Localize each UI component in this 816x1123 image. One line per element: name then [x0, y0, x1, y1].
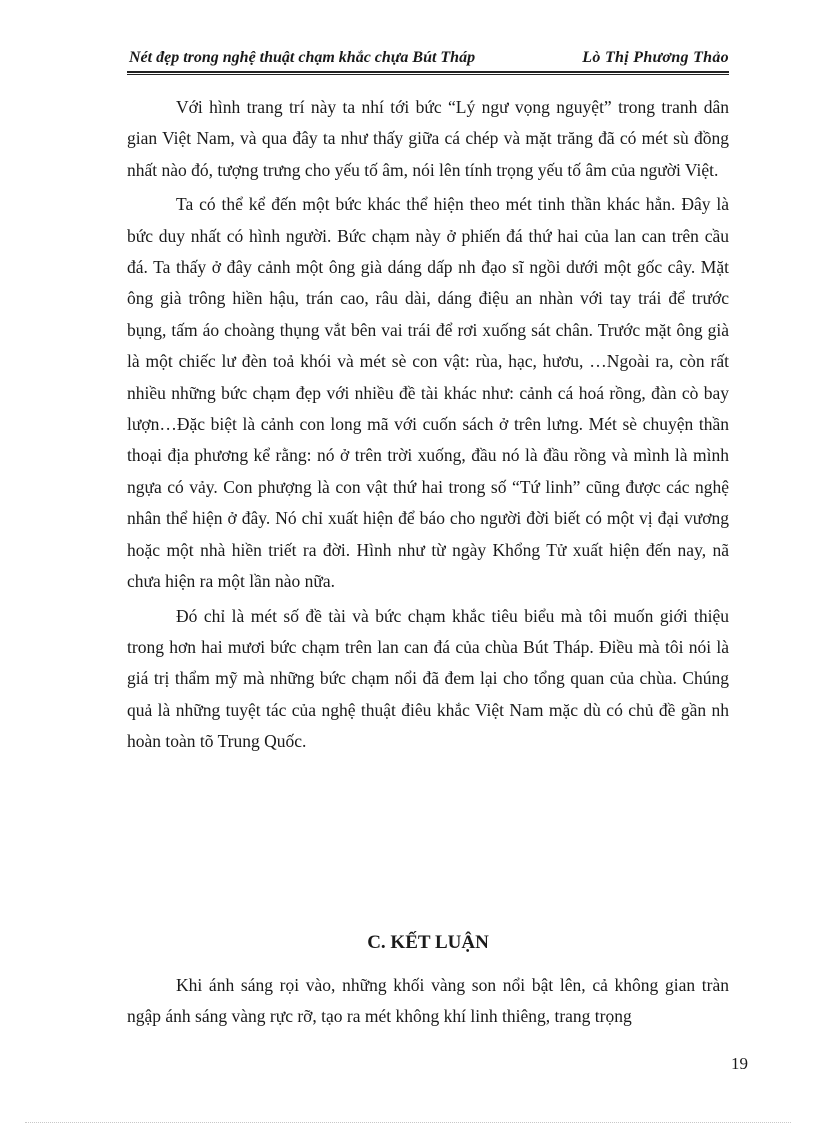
paragraph: Ta có thể kể đến một bức khác thể hiện theo mét tinh thần khác hẳn. Đây là bức duy nhất có hình người. Bức chạm này ở phiến đá thứ hai của lan can trên cầu đá. Ta thấy ở đây cảnh một ông già dáng dấp nh đạo sĩ ngồi dưới một gốc cây. Mặt ông già trông hiền hậu, trán cao, râu dài, dáng điệu an nhàn với tay trái để trước bụng, tấm áo choàng thụng vắt bên vai trái để rơi xuống sát chân. Trước mặt ông già là một chiếc lư đèn toả khói và mét sè con vật: rùa, hạc, hươu, …Ngoài ra, còn rất nhiều những bức chạm đẹp với nhiều đề tài khác như: cảnh cá hoá rồng, đàn cò bay lượn…Đặc biệt là cảnh con long mã với cuốn sách ở trên lưng. Mét sè chuyện thần thoại địa phương kể rằng: nó ở trên trời xuống, đầu nó là đầu rồng và mình là mình ngựa có vảy. Con phượng là con vật thứ hai trong số “Tứ linh” cũng được các nghệ nhân thể hiện ở đây. Nó chỉ xuất hiện để báo cho người đời biết có một vị đại vương hoặc một nhà hiền triết ra đời. Hình như từ ngày Khổng Tử xuất hiện đến nay, nã chưa hiện ra một lần nào nữa.	[127, 194, 729, 592]
header-rule-thin	[127, 74, 729, 75]
header-title: Nét đẹp trong nghệ thuật chạm khắc chựa Bút Tháp	[129, 49, 476, 66]
header-author: Lò Thị Phương Thảo	[582, 49, 729, 66]
page-number: 19	[731, 1054, 748, 1073]
header-rule-thick	[127, 71, 729, 73]
conclusion-text	[127, 970, 729, 1033]
page-header	[127, 46, 729, 70]
paragraph: Với hình trang trí này ta nhí tới bức “Lý ngư vọng nguyệt” trong tranh dân gian Việt Nam, và qua đây ta như thấy giữa cá chép và mặt trăng đã có mét sù đồng nhất nào đó, tượng trưng cho yếu tố âm, nói lên tính trọng yếu tố âm của người Việt.	[127, 97, 729, 180]
body-text	[127, 92, 729, 761]
paragraph: Đó chỉ là mét số đề tài và bức chạm khắc tiêu biểu mà tôi muốn giới thiệu trong hơn hai mươi bức chạm trên lan can đá của chùa Bút Tháp. Điều mà tôi nói là giá trị thẩm mỹ mà những bức chạm nổi đã đem lại cho tổng quan của chùa. Chúng quả là những tuyệt tác của nghệ thuật điêu khắc Việt Nam mặc dù có chủ đề gần nh hoàn toàn tõ Trung Quốc.	[127, 605, 729, 752]
paragraph: Khi ánh sáng rọi vào, những khối vàng son nổi bật lên, cả không gian tràn ngập ánh sáng vàng rực rỡ, tạo ra mét không khí linh thiêng, trang trọng	[127, 975, 729, 1027]
section-heading: C. KẾT LUẬN	[367, 932, 489, 953]
